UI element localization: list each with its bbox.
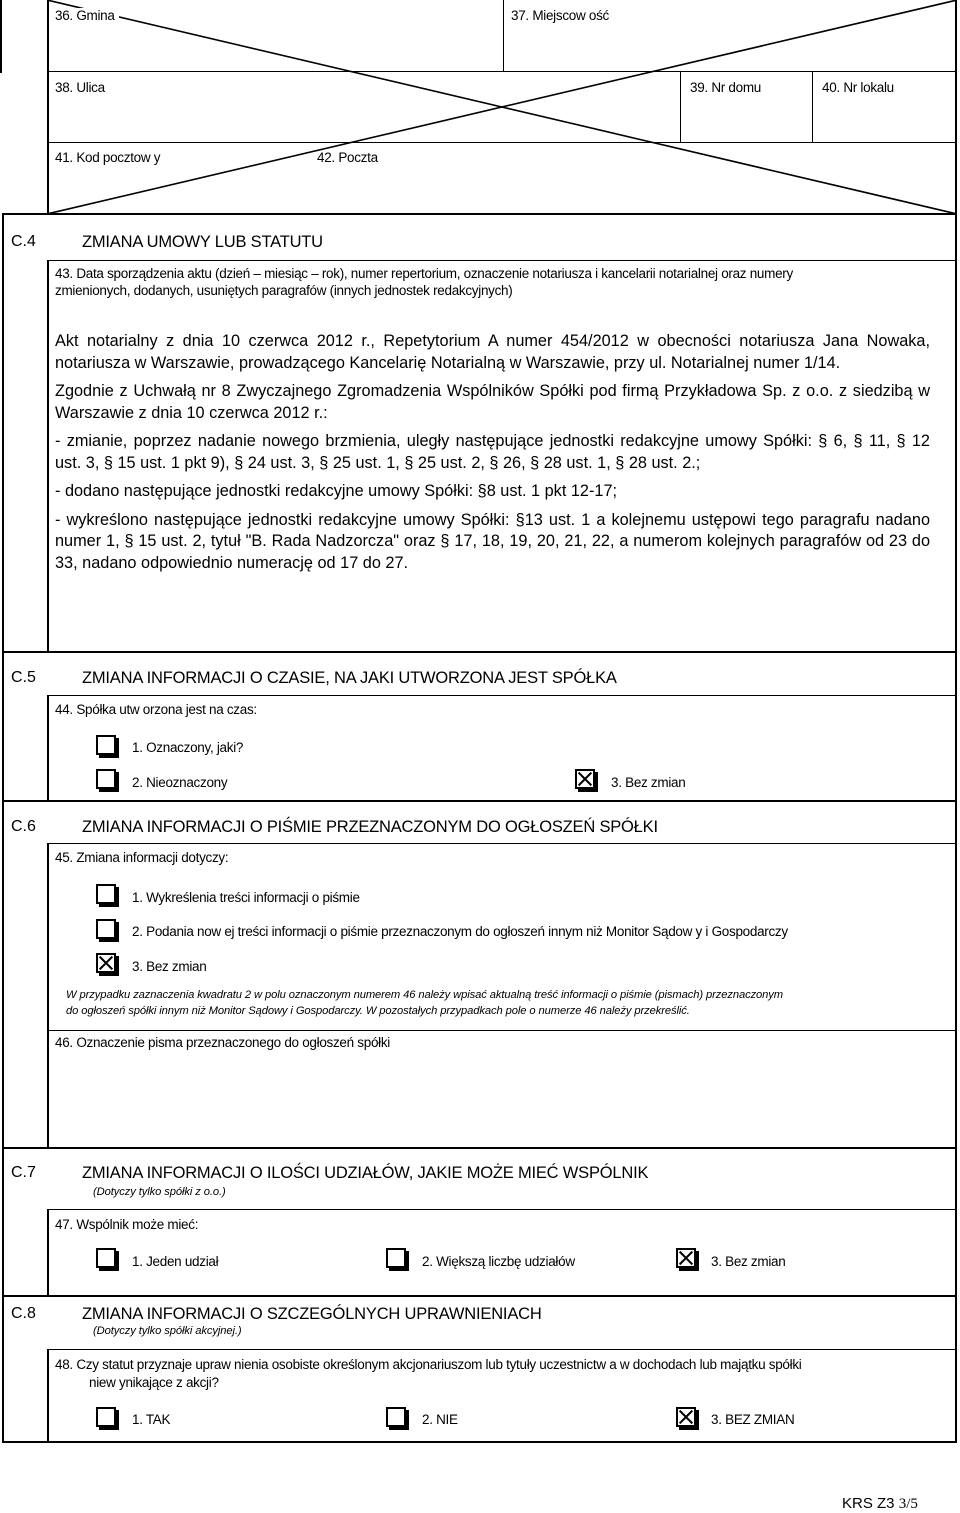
section-subtitle-c8: (Dotyczy tylko spółki akcyjnej.) (93, 1325, 242, 1337)
option-no-change-c5-label: 3. Bez zmian (611, 775, 686, 790)
section-subtitle-c7: (Dotyczy tylko spółki z o.o.) (93, 1186, 226, 1198)
section-title-c5: ZMIANA INFORMACJI O CZASIE, NA JAKI UTWORZONA JEST SPÓŁKA (82, 669, 617, 687)
checkbox-one-share[interactable] (96, 1248, 116, 1268)
checkbox-no-change-c5[interactable] (575, 769, 595, 789)
option-new-info-label: 2. Podania now ej treści informacji o piśmie przeznaczonym do ogłoszeń innym niż Monitor Sądow y i Gospodarczy (132, 924, 788, 939)
field-47-label: 47. Wspólnik może mieć: (55, 1217, 199, 1232)
section-code-c4: C.4 (11, 233, 36, 250)
field-46-input[interactable] (49, 1052, 955, 1146)
checkbox-no-change-c7[interactable] (676, 1248, 696, 1268)
checkbox-no-change-c8[interactable] (676, 1407, 696, 1427)
section-code-c6: C.6 (11, 818, 36, 835)
option-one-share-label: 1. Jeden udział (132, 1254, 219, 1269)
poczta-label: 42. Poczta (317, 150, 378, 165)
instruction-note-cont: do ogłoszeń spółki innym niż Monitor Sądowy i Gospodarczy. W pozostałych przypadkach pole o numerze 46 należy przekreślić. (66, 1005, 690, 1017)
act-paragraph: Akt notarialny z dnia 10 czerwca 2012 r., Repetytorium A numer 454/2012 w obecności notariusza Jana Nowaka, notariusza w Warszawie, prowadzącego Kancelarię Notarialną w Warszawie, przy ul. Notarialnej numer 1/14. (55, 332, 930, 372)
ulica-label: 38. Ulica (55, 80, 105, 95)
field-45-label: 45. Zmiana informacji dotyczy: (55, 850, 229, 865)
checkbox-new-info[interactable] (96, 919, 116, 939)
option-more-shares-label: 2. Większą liczbę udziałów (422, 1254, 575, 1269)
option-remove-info-label: 1. Wykreślenia treści informacji o piśmie (132, 890, 360, 905)
page-footer (842, 1495, 918, 1513)
page-number: 3/5 (898, 1496, 918, 1512)
nr-domu-label: 39. Nr domu (690, 80, 761, 95)
field-46-label: 46. Oznaczenie pisma przeznaczonego do ogłoszeń spółki (55, 1035, 391, 1050)
instruction-note: W przypadku zaznaczenia kwadratu 2 w polu oznaczonym numerem 46 należy wpisać aktualną treść informacji o piśmie (pismach) przeznaczonym (66, 989, 784, 1001)
deleted-units-paragraph: - wykreślono następujące jednostki redakcyjne umowy Spółki: §13 ust. 1 a kolejnemu ustępowi tego paragrafu nadano numer 1, § 15 ust. 2, tytuł "B. Rada Nadzorcza" oraz § 17, 18, 19, 20, 21, 22, a numerom kolejnych paragrafów od 23 do 33, nadano odpowiednio numerację od 17 do 27. (55, 510, 930, 572)
added-units-paragraph: - dodano następujące jednostki redakcyjne umowy Spółki: §8 ust. 1 pkt 12-17; (55, 482, 618, 500)
section-title-c7: ZMIANA INFORMACJI O ILOŚCI UDZIAŁÓW, JAKIE MOŻE MIEĆ WSPÓLNIK (82, 1164, 649, 1182)
crossed-out-mark (47, 0, 957, 214)
checkbox-remove-info[interactable] (96, 884, 116, 904)
field-48-label-cont: niew ynikające z akcji? (89, 1375, 219, 1390)
checkbox-more-shares[interactable] (386, 1248, 406, 1268)
field-43-value[interactable] (55, 331, 930, 575)
nr-lokalu-label: 40. Nr lokalu (822, 80, 894, 95)
checkbox-fixed-term[interactable] (96, 735, 116, 755)
section-title-c4: ZMIANA UMOWY LUB STATUTU (82, 233, 323, 251)
form-code: KRS Z3 (842, 1495, 895, 1512)
field-43-label: 43. Data sporządzenia aktu (dzień – miesiąc – rok), numer repertorium, oznaczenie notariusza i kancelarii notarialnej oraz numery (55, 266, 793, 281)
field-48-label: 48. Czy statut przyznaje upraw nienia osobiste określonym akcjonariuszom lub tytuły uczestnictw a w dochodach lub majątku spółki (55, 1357, 802, 1372)
miejscowosc-label: 37. Miejscow ość (511, 8, 609, 23)
field-44-label: 44. Spółka utw orzona jest na czas: (55, 702, 257, 717)
checkbox-no-change-c6[interactable] (96, 953, 116, 973)
section-title-c6: ZMIANA INFORMACJI O PIŚMIE PRZEZNACZONYM DO OGŁOSZEŃ SPÓŁKI (82, 818, 658, 836)
section-title-c8: ZMIANA INFORMACJI O SZCZEGÓLNYCH UPRAWNIENIACH (82, 1305, 542, 1323)
kod-pocztowy-label: 41. Kod pocztow y (55, 150, 161, 165)
gmina-label: 36. Gmina (55, 8, 119, 23)
option-no-change-c6-label: 3. Bez zmian (132, 959, 207, 974)
section-code-c7: C.7 (11, 1164, 36, 1181)
field-43-label-cont: zmienionych, dodanych, usuniętych paragrafów (innych jednostek redakcyjnych) (55, 283, 513, 298)
checkbox-no[interactable] (386, 1407, 406, 1427)
amended-units-paragraph: - zmianie, poprzez nadanie nowego brzmienia, uległy następujące jednostki redakcyjne umowy Spółki: § 6, § 11, § 12 ust. 3, § 15 ust. 1 pkt 9), § 24 ust. 3, § 25 ust. 1, § 25 ust. 2, § 26, § 28 ust. 1, § 28 ust. 2.; (55, 432, 930, 472)
section-code-c5: C.5 (11, 669, 36, 686)
option-yes-label: 1. TAK (132, 1412, 171, 1427)
option-fixed-term-label: 1. Oznaczony, jaki? (132, 740, 244, 755)
option-no-change-c7-label: 3. Bez zmian (711, 1254, 786, 1269)
checkbox-yes[interactable] (96, 1407, 116, 1427)
option-indefinite-term-label: 2. Nieoznaczony (132, 775, 228, 790)
resolution-paragraph: Zgodnie z Uchwałą nr 8 Zwyczajnego Zgromadzenia Wspólników Spółki pod firmą Przykładowa Sp. z o.o. z siedzibą w Warszawie z dnia 10 czerwca 2012 r.: (55, 382, 930, 422)
option-no-label: 2. NIE (422, 1412, 458, 1427)
checkbox-indefinite-term[interactable] (96, 769, 116, 789)
section-code-c8: C.8 (11, 1305, 36, 1322)
option-no-change-c8-label: 3. BEZ ZMIAN (711, 1412, 795, 1427)
